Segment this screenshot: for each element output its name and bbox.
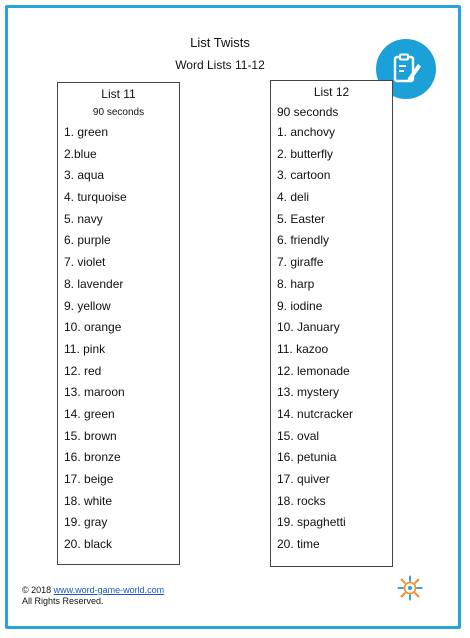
word-item: 10. orange (64, 320, 122, 335)
word-item: 7. giraffe (277, 255, 324, 270)
word-item: 12. lemonade (277, 363, 350, 378)
word-item: 19. gray (64, 515, 108, 530)
word-items (58, 122, 179, 556)
word-item: 13. maroon (64, 385, 125, 400)
word-item: 14. nutcracker (277, 406, 354, 421)
word-item: 1. green (64, 125, 109, 139)
word-items (271, 122, 392, 556)
word-list-11 (57, 82, 180, 565)
word-item: 4. deli (277, 190, 310, 205)
list-time-limit: 90 seconds (92, 107, 145, 118)
word-item: 20. time (277, 537, 320, 552)
word-item: 9. yellow (64, 298, 111, 313)
list-heading: List 11 (101, 87, 136, 101)
list-heading: List 12 (313, 85, 350, 99)
page-title: List Twists (190, 35, 250, 50)
word-item: 3. cartoon (277, 168, 331, 183)
word-item: 17. beige (64, 472, 114, 486)
word-item: 8. lavender (64, 276, 124, 291)
copyright-line (22, 585, 164, 596)
word-item: 15. brown (64, 428, 117, 443)
word-item: 20. black (64, 537, 113, 552)
word-item: 16. petunia (277, 450, 337, 465)
word-item: 5. Easter (277, 211, 326, 226)
footer (22, 585, 164, 607)
word-item: 4. turquoise (64, 190, 127, 205)
word-item: 1. anchovy (277, 125, 336, 139)
word-item: 14. green (64, 406, 115, 421)
word-item: 6. friendly (277, 233, 330, 248)
word-item: 18. white (64, 493, 113, 508)
word-list-12 (270, 80, 393, 567)
word-item: 11. pink (64, 341, 106, 356)
word-item: 2. butterfly (277, 146, 334, 161)
word-item: 10. January (277, 320, 340, 335)
word-item: 19. spaghetti (277, 515, 346, 530)
word-item: 18. rocks (277, 493, 326, 508)
word-item: 11. kazoo (277, 341, 329, 356)
word-item: 8. harp (277, 276, 315, 291)
word-item: 12. red (64, 363, 102, 378)
word-item: 6. purple (64, 233, 111, 248)
list-time-limit: 90 seconds (277, 105, 339, 119)
website-link[interactable]: www.word-game-world.com (53, 585, 165, 595)
word-item: 17. quiver (277, 472, 330, 486)
copyright-text: © 2018 (22, 585, 54, 595)
rights-text: All Rights Reserved. (22, 596, 104, 606)
word-item: 2.blue (64, 146, 97, 161)
page-subtitle: Word Lists 11-12 (175, 58, 265, 72)
word-item: 9. iodine (277, 298, 323, 313)
word-item: 16. bronze (64, 450, 121, 465)
word-item: 7. violet (64, 255, 106, 270)
compass-rose-logo-icon (397, 575, 423, 601)
word-item: 15. oval (277, 428, 320, 443)
word-item: 13. mystery (277, 385, 340, 400)
word-item: 5. navy (64, 211, 103, 226)
word-item: 3. aqua (64, 168, 105, 183)
